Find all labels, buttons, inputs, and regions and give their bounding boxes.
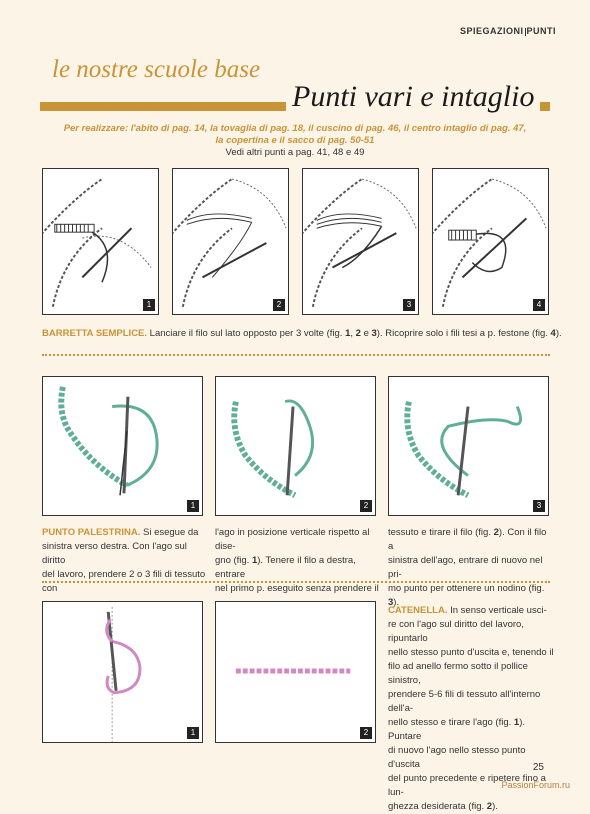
fig-ref: 2: [486, 801, 493, 812]
barretta-figure-4: [432, 168, 549, 315]
figure-number: 1: [187, 500, 199, 512]
caption-line: sinistra dell'ago, entrare di nuovo nel pri-: [388, 555, 543, 580]
fig-ref: 1: [513, 717, 520, 728]
page-title: Punti vari e intaglio: [286, 80, 540, 114]
caption-title: PUNTO PALESTRINA.: [42, 527, 141, 538]
figure-number: 4: [533, 299, 545, 311]
caption-title: BARRETTA SEMPLICE.: [42, 328, 148, 339]
caption-line: nello stesso punto d'uscita e, tenendo il: [388, 647, 554, 658]
barretta-illustration-3: [303, 169, 418, 314]
barretta-illustration-2: [173, 169, 288, 314]
caption-line: di nuovo l'ago nello stesso punto d'uscita: [388, 745, 526, 770]
figure-number: 2: [273, 299, 285, 311]
caption-text: Lanciare il filo sul lato opposto per 3 volte (fig.: [147, 328, 346, 339]
barretta-figure-2: [172, 168, 289, 315]
caption-text: ).: [393, 597, 400, 608]
caption-text: mo punto per ottenere un nodino (fig.: [388, 583, 545, 594]
caption-line: del lavoro, prendere 2 o 3 fili di tessuto con: [42, 569, 206, 594]
figure-number: 1: [143, 299, 155, 311]
caption-text: ,: [350, 328, 356, 339]
caption-line: [42, 526, 212, 540]
palestrina-figure-1: [42, 376, 203, 516]
fig-ref: 4: [550, 328, 556, 339]
palestrina-caption-col-1: [42, 526, 212, 596]
figure-number: 2: [360, 500, 372, 512]
caption-text: ).: [555, 328, 562, 339]
caption-line: nel primo p. eseguito senza prendere il: [215, 583, 379, 594]
palestrina-caption-col-3: [388, 526, 553, 610]
caption-text: ). Tenere il filo a destra, entrare: [215, 555, 356, 580]
caption-text: ). Puntare: [388, 717, 526, 742]
barretta-figure-1: [42, 168, 159, 315]
caption-text: ).: [492, 801, 498, 812]
caption-text: ghezza desiderata (fig.: [388, 801, 487, 812]
barretta-figure-3: [302, 168, 419, 315]
caption-line: re con l'ago sul diritto del lavoro, ripuntarlo: [388, 619, 524, 644]
caption-text: ). Ricoprire solo i fili tesi a p. festone (fig.: [376, 328, 551, 339]
section-label-b: PUNTI: [526, 26, 556, 36]
series-title: le nostre scuole base: [52, 56, 261, 83]
intro-line-1: Per realizzare: l'abito di pag. 14, la tovaglia di pag. 18, il cuscino di pag. 46, il centro intaglio di pag. 47,: [63, 123, 527, 134]
palestrina-illustration-1: [43, 377, 202, 515]
page-number: 25: [532, 762, 544, 773]
caption-line: l'ago in posizione verticale rispetto al dise-: [215, 527, 370, 552]
caption-line: del punto precedente e ripetere fino a lun-: [388, 773, 546, 798]
caption-line: [388, 604, 558, 618]
catenella-illustration-2: [216, 602, 375, 742]
caption-text: In senso verticale usci-: [447, 605, 547, 616]
caption-text: gno (fig.: [215, 555, 252, 566]
catenella-figure-1: [42, 601, 203, 743]
palestrina-figure-2: [215, 376, 376, 516]
barretta-illustration-4: [433, 169, 548, 314]
section-separator: [525, 28, 526, 36]
figure-number: 1: [187, 727, 199, 739]
caption-line: [388, 716, 558, 744]
caption-line: prendere 5-6 fili di tessuto all'interno dell'a-: [388, 689, 541, 714]
caption-text: nello stesso e tirare l'ago (fig.: [388, 717, 514, 728]
palestrina-caption-col-2: [215, 526, 385, 596]
caption-text: e: [360, 328, 372, 339]
caption-text: Si esegue da: [140, 527, 199, 538]
caption-text: ). Con il filo a: [388, 527, 547, 552]
caption-line: [388, 526, 553, 554]
fig-ref: 3: [371, 328, 377, 339]
barretta-illustration-1: [43, 169, 158, 314]
figure-number: 2: [360, 727, 372, 739]
watermark: PassionForum.ru: [501, 780, 570, 790]
barretta-caption: [42, 327, 562, 341]
fig-ref: 1: [251, 555, 258, 566]
section-divider: [42, 354, 550, 356]
fig-ref: 3: [388, 597, 394, 608]
catenella-figure-2: [215, 601, 376, 743]
catenella-illustration-1: [43, 602, 202, 742]
section-label-a: SPIEGAZIONI: [459, 26, 524, 36]
figure-number: 3: [403, 299, 415, 311]
palestrina-illustration-2: [216, 377, 375, 515]
caption-line: filo ad anello fermo sotto il pollice sinistro,: [388, 661, 528, 686]
intro-line-3: Vedi altri punti a pag. 41, 48 e 49: [225, 147, 365, 158]
palestrina-figure-3: [388, 376, 549, 516]
caption-line: [388, 800, 558, 814]
caption-line: sinistra verso destra. Con l'ago sul diritto: [42, 541, 187, 566]
fig-ref: 2: [493, 527, 499, 538]
section-divider: [42, 581, 550, 583]
fig-ref: 1: [345, 328, 351, 339]
section-label: [460, 26, 556, 36]
fig-ref: 2: [355, 328, 361, 339]
figure-number: 3: [533, 500, 545, 512]
caption-title: CATENELLA.: [388, 605, 448, 616]
intro-line-2: la copertina e il sacco di pag. 50-51: [215, 135, 375, 146]
palestrina-illustration-3: [389, 377, 548, 515]
caption-line: [215, 554, 385, 582]
caption-text: tessuto e tirare il filo (fig.: [388, 527, 494, 538]
